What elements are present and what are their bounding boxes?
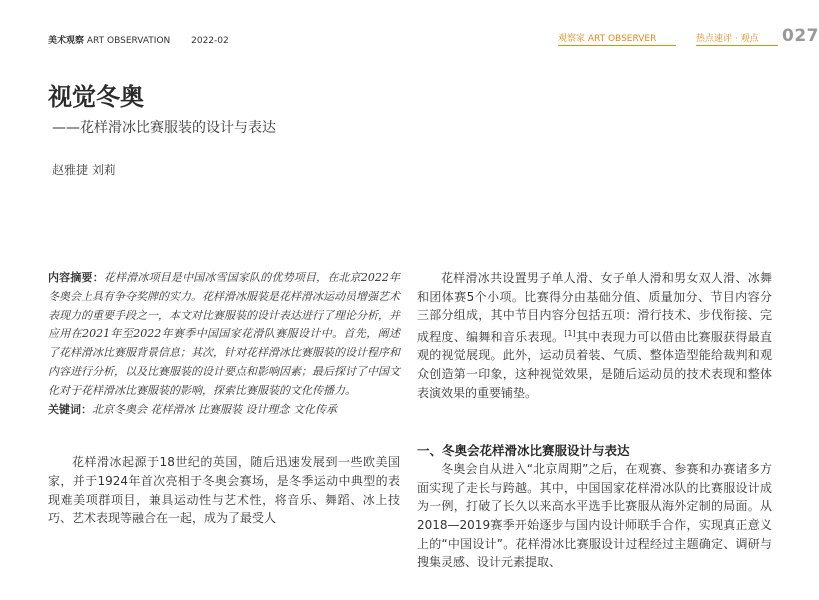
footnote-ref: [1] bbox=[564, 328, 576, 338]
section-label: 观察家 ART OBSERVER bbox=[558, 34, 657, 44]
article-title: 视觉冬奥 bbox=[48, 83, 144, 111]
abstract-label: 内容摘要： bbox=[48, 271, 104, 284]
keywords-label: 关键词： bbox=[48, 402, 92, 416]
section-heading: 一、冬奥会花样滑冰比赛服设计与表达 bbox=[417, 443, 630, 459]
running-header-left bbox=[48, 33, 229, 46]
journal-name: ART OBSERVATION bbox=[86, 36, 171, 46]
abstract-text: 花样滑冰项目是中国冰雪国家队的优势项目，在北京2022年冬奥会上具有争夺奖牌的实力。花样滑冰服装是花样滑冰运动员增强艺术表现力的重要手段之一，本文对比赛服装的设计表达进行了理论分析，并应用在2021年至2022年赛季中国国家花滑队赛服设计中。首先，阐述了花样滑冰比赛服背景信息；其次，针对花样滑冰比赛服装的设计程序和内容进行分析，以及比赛服装的设计要点和影响因素；最后探讨了中国文化对于花样滑冰比赛服装的影响，探索比赛服装的文化传播力。 bbox=[48, 271, 401, 397]
body-paragraph-2 bbox=[417, 269, 772, 402]
abstract bbox=[48, 269, 400, 401]
body-paragraph-2-text: 花样滑冰共设置男子单人滑、女子单人滑和男女双人滑、冰舞和团体赛5个小项。比赛得分由基础分值、质量加分、节目内容分三部分组成，其中节目内容分包括五项：滑行技术、步伐衔接、完成程度、编舞和音乐表现。 bbox=[417, 271, 772, 344]
journal-brand: 美术观察 bbox=[48, 36, 85, 46]
body-paragraph-2-cont: 其中表现力可以借由比赛服获得最直观的视觉展现。此外，运动员着装、气质、整体造型能给裁判和观众创造第一印象，这种视觉效果，是随后运动员的技术表现和整体表演效果的重要铺垫。 bbox=[417, 329, 772, 400]
page-number: 027 bbox=[782, 26, 819, 46]
column-label: 热点速评 · 观点 bbox=[696, 34, 759, 44]
keywords-text: 北京冬奥会 花样滑冰 比赛服装 设计理念 文化传承 bbox=[92, 402, 337, 416]
right-column bbox=[417, 269, 772, 572]
running-header-right bbox=[558, 26, 819, 46]
article-authors: 赵雅捷 刘莉 bbox=[52, 163, 116, 177]
column-underline bbox=[696, 45, 778, 46]
body-paragraph-3: 冬奥会自从进入“北京周期”之后，在观赛、参赛和办赛诸多方面实现了走长与跨越。其中，中国国家花样滑冰队的比赛服设计成为一例，打破了长久以来高水平选手比赛服从海外定制的局面。从2018—2019赛季开始逐步与国内设计师联手合作，实现真正意义上的“中国设计”。花样滑冰比赛服设计过程经过主题确定、调研与搜集灵感、设计元素提取、 bbox=[417, 462, 772, 570]
keywords bbox=[48, 401, 400, 420]
body-paragraph-1: 花样滑冰起源于18世纪的英国，随后迅速发展到一些欧美国家，并于1924年首次亮相于冬奥会赛场，是冬季运动中典型的表现难美项群项目，兼具运动性与艺术性，将音乐、舞蹈、冰上技巧、艺术表现等融合在一起，成为了最受人 bbox=[48, 455, 400, 526]
left-column bbox=[48, 269, 400, 528]
issue-date: 2022-02 bbox=[191, 36, 229, 46]
article-subtitle: ——花样滑冰比赛服装的设计与表达 bbox=[52, 120, 276, 136]
section-underline bbox=[558, 45, 676, 46]
